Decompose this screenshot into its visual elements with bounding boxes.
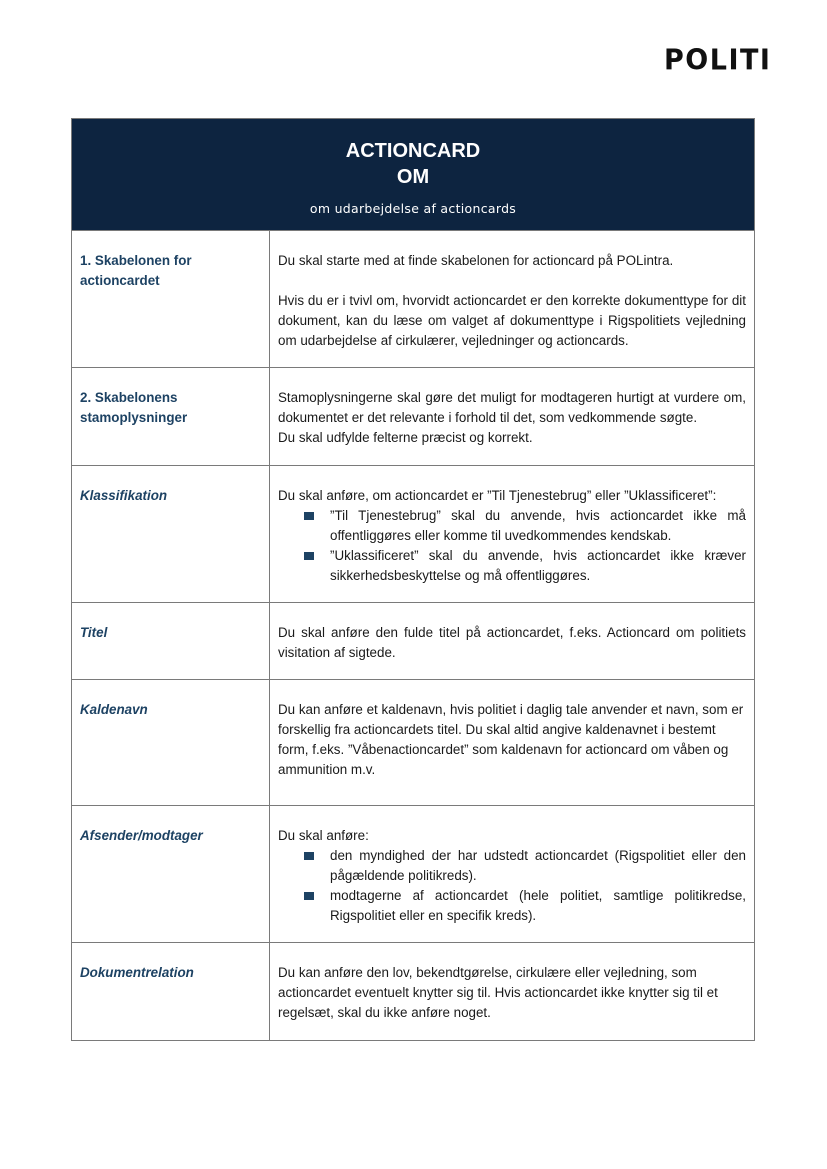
row-label: 2. Skabelonens stamoplysninger xyxy=(72,368,270,466)
paragraph: Du skal starte med at finde skabelonen for actioncard på POLintra. xyxy=(278,253,674,268)
card-subtitle: om udarbejdelse af actioncards xyxy=(309,201,517,216)
card-title-line-2: OM xyxy=(396,166,430,188)
paragraph: Du skal anføre, om actioncardet er ”Til Tjenestebrug” eller ”Uklassificeret”: xyxy=(278,488,717,503)
paragraph: Du kan anføre den lov, bekendtgørelse, cirkulære eller vejledning, som actioncardet eventuelt knytter sig til. Hvis actioncardet ikke knytter sig til et regelsæt, skal du ikke anføre noget. xyxy=(278,965,718,1020)
table-row xyxy=(72,806,754,943)
paragraph: Hvis du er i tvivl om, hvorvidt actioncardet er den korrekte dokumenttype for dit dokument, kan du læse om valget af dokumenttype i Rigspolitiets vejledning om udarbejdelse af cirkulærer, vejledninger og actioncards. xyxy=(278,293,746,348)
rows-table xyxy=(72,230,754,1040)
table-row xyxy=(72,680,754,806)
row-label: 1. Skabelonen for actioncardet xyxy=(72,231,270,368)
paragraph: Du skal anføre den fulde titel på actioncardet, f.eks. Actioncard om politiets visitation af sigtede. xyxy=(278,625,746,660)
row-content xyxy=(270,231,755,368)
politi-logo: POLITI xyxy=(664,44,772,77)
row-label: Afsender/modtager xyxy=(72,806,270,943)
card-title xyxy=(72,138,754,190)
actioncard-table xyxy=(71,118,755,1041)
table-row xyxy=(72,368,754,466)
bullet-list xyxy=(278,506,746,586)
list-item: ”Uklassificeret” skal du anvende, hvis actioncardet ikke kræver sikkerhedsbeskyttelse og må offentliggøres. xyxy=(304,546,746,586)
row-label: Kaldenavn xyxy=(72,680,270,806)
paragraph: Du kan anføre et kaldenavn, hvis politiet i daglig tale anvender et navn, som er forskellig fra actioncardets titel. Du skal altid angive kaldenavnet i bestemt form, f.eks. ”Våbenactioncardet” som kaldenavn for actioncard om våben og ammunition m.v. xyxy=(278,702,744,777)
paragraph: Du skal udfylde felterne præcist og korrekt. xyxy=(278,430,533,445)
row-content xyxy=(270,806,755,943)
row-content xyxy=(270,603,755,680)
row-label: Titel xyxy=(72,603,270,680)
table-row xyxy=(72,231,754,368)
list-item: den myndighed der har udstedt actioncardet (Rigspolitiet eller den pågældende politikreds). xyxy=(304,846,746,886)
card-header xyxy=(72,119,754,230)
row-content xyxy=(270,368,755,466)
list-item: ”Til Tjenestebrug” skal du anvende, hvis actioncardet ikke må offentliggøres eller komme til uvedkommendes kendskab. xyxy=(304,506,746,546)
table-row xyxy=(72,466,754,603)
list-item: modtagerne af actioncardet (hele politiet, samtlige politikredse, Rigspolitiet eller en specifik kreds). xyxy=(304,886,746,926)
row-label: Dokumentrelation xyxy=(72,943,270,1040)
row-content xyxy=(270,943,755,1040)
row-label: Klassifikation xyxy=(72,466,270,603)
row-content xyxy=(270,680,755,806)
row-content xyxy=(270,466,755,603)
table-row xyxy=(72,603,754,680)
table-row xyxy=(72,943,754,1040)
bullet-list xyxy=(278,846,746,926)
paragraph: Stamoplysningerne skal gøre det muligt for modtageren hurtigt at vurdere om, dokumentet er det relevante i forhold til det, som vedkommende søgte. xyxy=(278,390,746,425)
paragraph: Du skal anføre: xyxy=(278,828,369,843)
card-title-line-1: ACTIONCARD xyxy=(345,140,481,162)
